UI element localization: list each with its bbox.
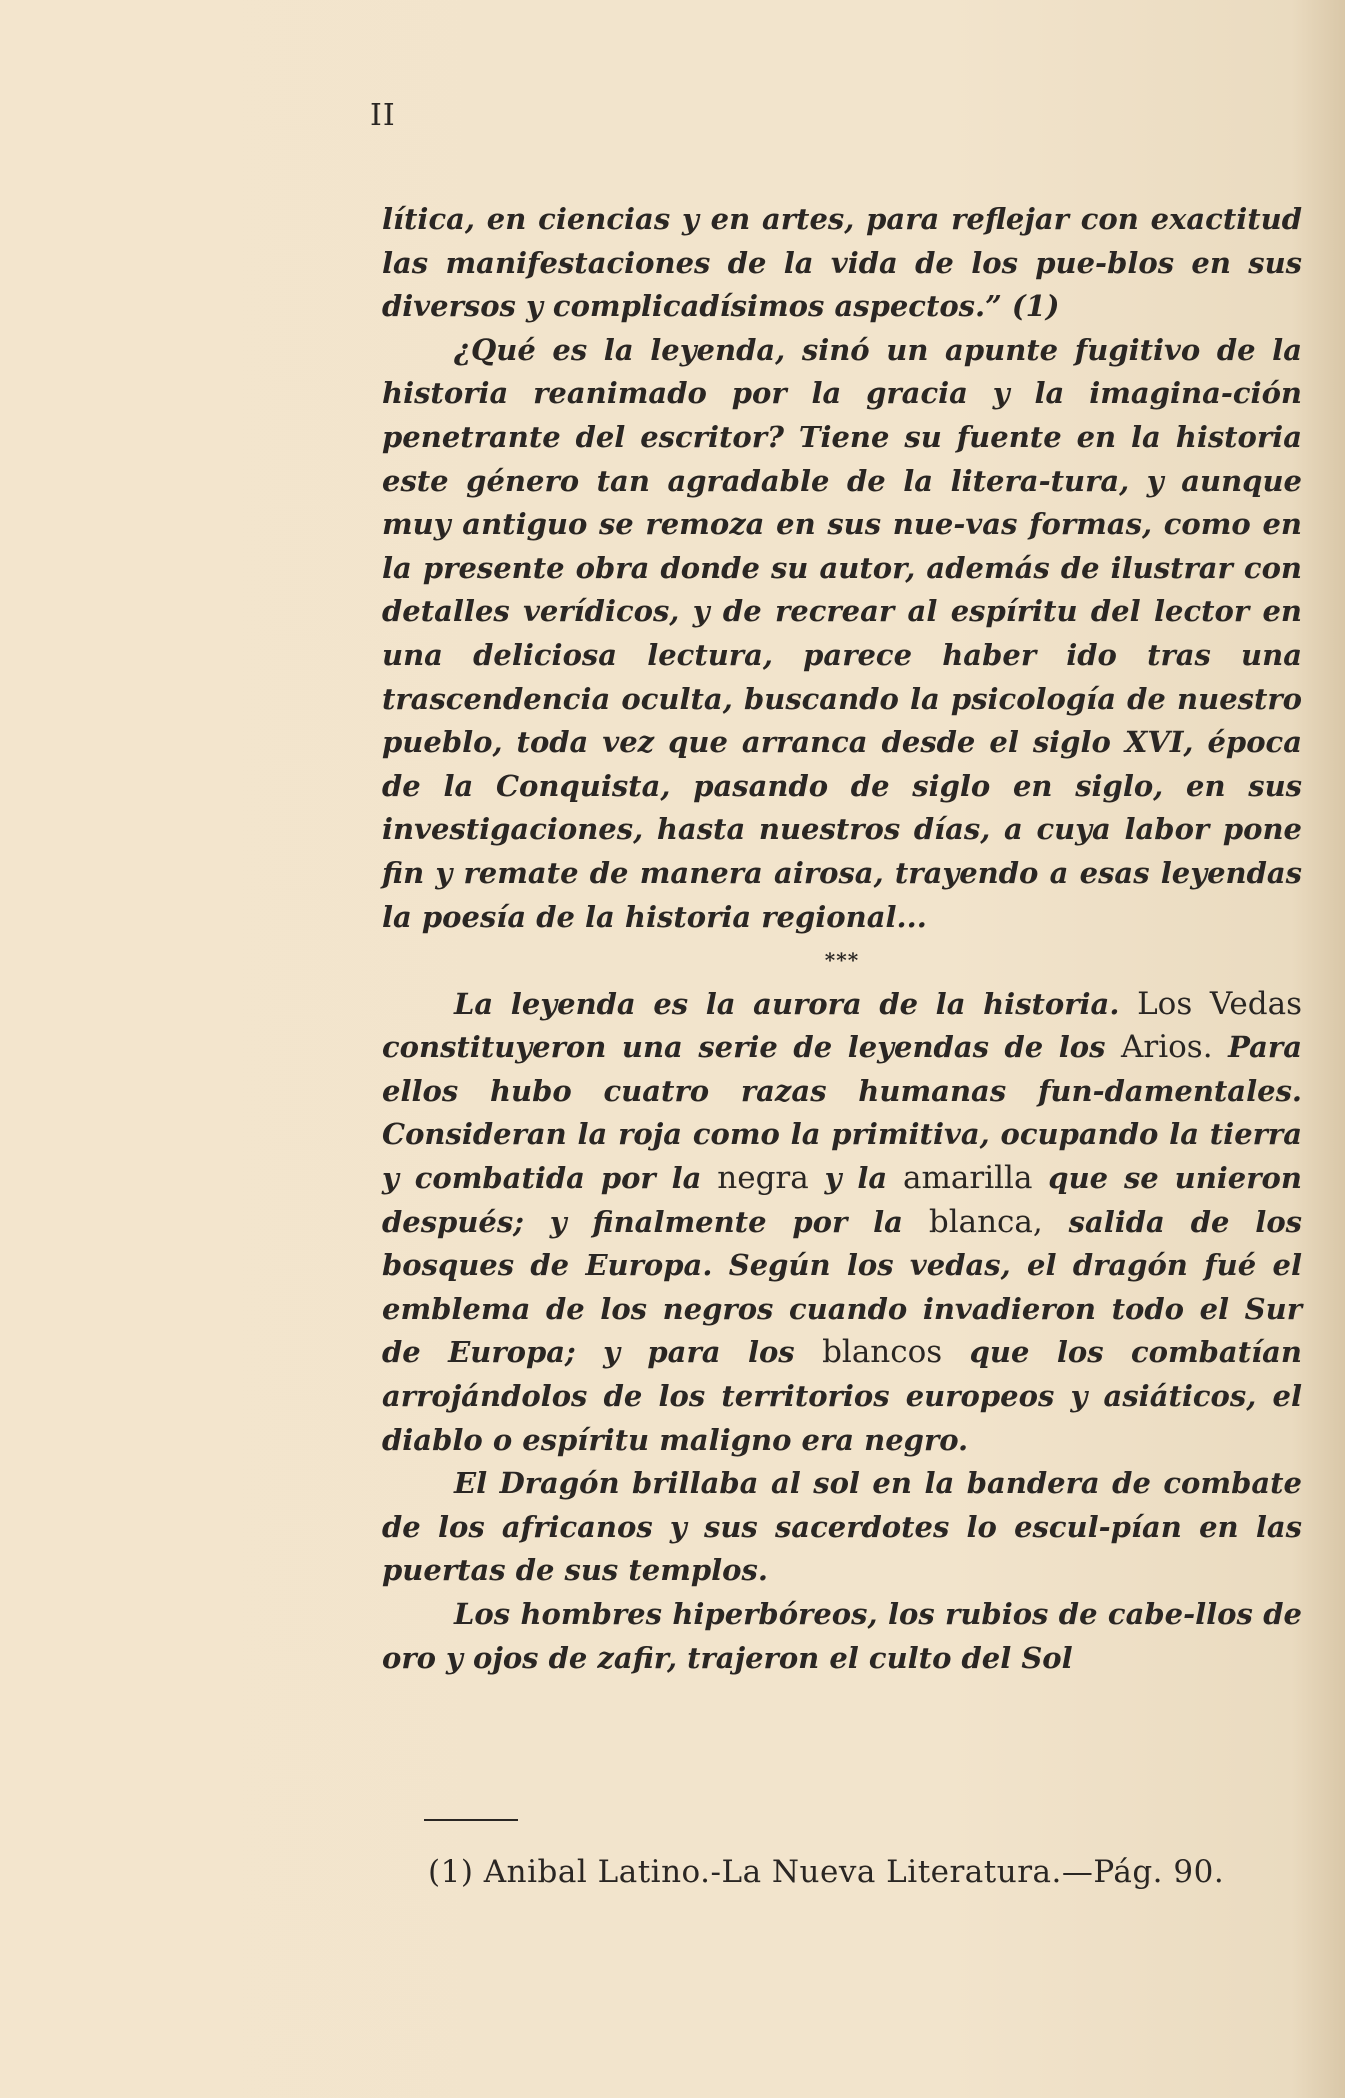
paragraph-quote-end: lítica, en ciencias y en artes, para reflejar con exactitud las manifestaciones de la vida de los pue-blos en sus diversos y complicadísimos aspectos.” (1) [382,202,1302,324]
text-run: que se unieron después; y finalmente por la [382,1161,1302,1239]
text-run: que los combatían arrojándolos de los territorios europeos y asiáticos, el diablo o espíritu maligno era negro. [382,1335,1302,1457]
text-run-roman: Los [1137,985,1193,1022]
text-run: La leyenda es la aurora de la historia. [454,986,1120,1021]
text-block-top [382,198,1302,1680]
paragraph-hiperboreos: Los hombres hiperbóreos, los rubios de cabe-llos de oro y ojos de zafir, trajeron el culto del Sol [382,1597,1302,1675]
text-run-roman: Arios. [1121,1029,1213,1066]
text-run: Para ellos hubo cuatro razas humanas fun-damentales. Consideran la roja como la primitiva, ocupando la tierra y combatida por la [382,1030,1302,1196]
text-run: salida de los bosques de Europa. Según los vedas, el dragón fué el emblema de los negros cuando invadieron todo el Sur de Europa; y para los [382,1204,1302,1370]
footnote: (1) Anibal Latino.-La Nueva Literatura.—Pág. 90. [428,1854,1225,1890]
paragraph-vedas [382,983,1302,1463]
section-separator: *** [824,948,860,973]
text-run-roman: negra [717,1160,809,1197]
text-run: constituyeron una serie de leyendas de los [382,1030,1106,1065]
text-run-roman: Vedas [1209,985,1302,1022]
paragraph-dragon: El Dragón brillaba al sol en la bandera de combate de los africanos y sus sacerdotes lo escul-pían en las puertas de sus templos. [382,1466,1302,1588]
paragraph-leyenda: ¿Qué es la leyenda, sinó un apunte fugitivo de la historia reanimado por la gracia y la imagina-ción penetrante del escritor? Tiene su fuente en la historia este género tan agradable de la litera-tura, y aunque muy antiguo se remoza en sus nue-vas formas, como en la presente obra donde su autor, además de ilustrar con detalles verídicos, y de recrear al espíritu del lector en una deliciosa lectura, parece haber ido tras una trascendencia oculta, buscando la psicología de nuestro pueblo, toda vez que arranca desde el siglo XVI, época de la Conquista, pasando de siglo en siglo, en sus investigaciones, hasta nuestros días, a cuya labor pone fin y remate de manera airosa, trayendo a esas leyendas la poesía de la historia regional... [382,332,1302,934]
page-number: II [370,98,396,133]
text-run-roman: blanca, [928,1203,1043,1240]
text-run-roman: amarilla [903,1160,1033,1197]
text-run-roman: blancos [822,1334,943,1371]
text-run: y la [824,1161,888,1196]
footnote-rule [424,1819,518,1821]
